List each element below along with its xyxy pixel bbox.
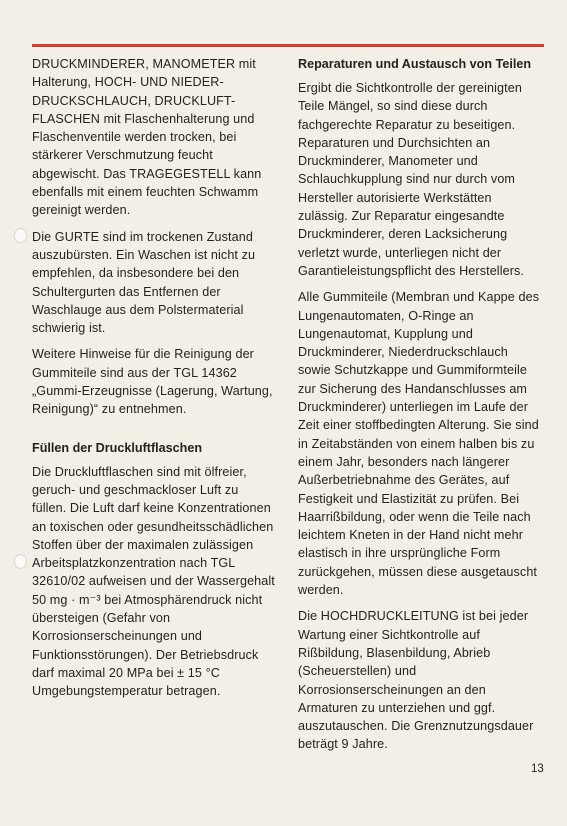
punch-hole-upper [14, 228, 27, 243]
punch-hole-lower [14, 554, 27, 569]
high-pressure-line-paragraph: Die HOCHDRUCKLEITUNG ist bei jeder Wartung einer Sichtkontrolle auf Rißbildung, Blasenbildung, Abrieb (Scheuerstellen) und Korrosionserscheinungen an den Armaturen zu unterziehen und ggf. auszutauschen. Die Grenznutzungsdauer beträgt 9 Jahre. [298, 609, 534, 752]
left-column [32, 55, 276, 709]
repairs-paragraph: Ergibt die Sichtkontrolle der gereinigten Teile Mängel, so sind diese durch fachgerechte Reparatur zu beseitigen. Reparaturen und Durchsichten an Druckminderer, Manometer und Schlauchkupplung sind nur durch vom Hersteller autorisierte Werkstätten zulässig. Zur Reparatur eingesandte Druckminderer, deren Lacksicherung verletzt wurde, unterliegen nicht der Garantieleistungspflicht des Herstellers. [298, 81, 524, 278]
right-column [298, 55, 544, 762]
straps-paragraph: Die GURTE sind im trockenen Zustand auszubürsten. Ein Waschen ist nicht zu empfehlen, da insbesondere bei den Schultergurten das Entfernen der Waschlauge aus dem Polstermaterial schwierig ist. [32, 229, 256, 336]
cleaning-paragraph: DRUCKMINDERER, MANOMETER mit Halterung, HOCH- UND NIEDER-DRUCKSCHLAUCH, DRUCKLUFT-FLASCHEN mit Flaschenhalterung und Flaschenventile werden trocken, bei stärkerer Verschmutzung feucht abgewischt. Das TRAGEGESTELL kann ebenfalls mit einem feuchten Schwamm gereinigt werden. [32, 57, 262, 218]
rubber-parts-paragraph: Weitere Hinweise für die Reinigung der Gummiteile sind aus der TGL 14362 „Gummi-Erzeugnisse (Lagerung, Wartung, Reinigung)“ zu entnehmen. [32, 347, 273, 417]
rubber-aging-paragraph: Alle Gummiteile (Membran und Kappe des Lungenautomaten, O-Ringe an Lungenautomat, Kupplung und Druckminderer, Niederdruckschlauch sowie Schutzkappe und Gummiformteile zur Sicherung des Handanschlusses am Druckminderer) unterliegen im Laufe der Zeit einer stoffbedingten Alterung. Sie sind in Zeitabständen von einem halben bis zu einem Jahr, besonders nach längerer Außerbetriebnahme des Gerätes, auf Festigkeit und Elastizität zu prüfen. Bei Haarrißbildung, oder wenn die Teile nach leichtem Kneten in der Hand nicht mehr elastisch in ihre ursprüngliche Form zurückgehen, müssen diese ausgetauscht werden. [298, 290, 540, 598]
top-red-rule [32, 44, 544, 47]
section-heading-filling: Füllen der Druckluftflaschen [32, 440, 203, 455]
section-heading-repairs: Reparaturen und Austausch von Teilen [298, 57, 532, 71]
page-number: 13 [531, 763, 544, 775]
filling-paragraph: Die Druckluftflaschen sind mit ölfreier, geruch- und geschmackloser Luft zu füllen. Die Luft darf keine Konzentrationen an toxischen oder gesundheitsschädlichen Stoffen über der maximalen zulässigen Arbeitsplatzkonzentration nach TGL 32610/02 aufweisen und der Wassergehalt 50 mg · m⁻³ bei Atmosphärendruck nicht übersteigen (Gefahr von Korrosionserscheinungen und Funktionsstörungen). Der Betriebsdruck darf maximal 20 MPa bei ± 15 °C Umgebungstemperatur betragen. [32, 464, 275, 699]
